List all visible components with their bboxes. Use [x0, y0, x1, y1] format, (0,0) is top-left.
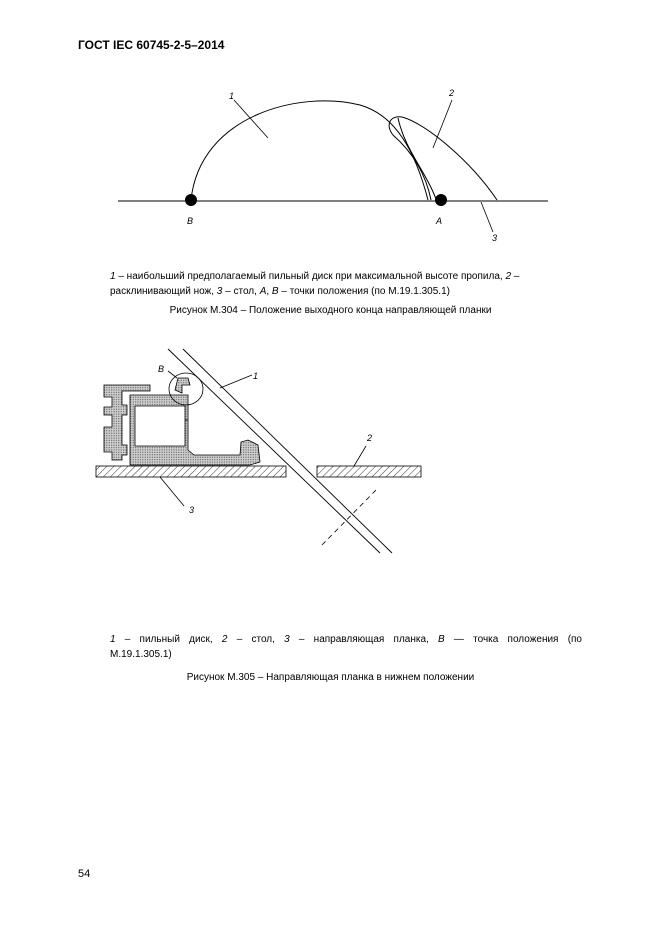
legend-letter: В [438, 634, 445, 645]
legend-num: 1 [110, 271, 116, 282]
label-2: 2 [367, 433, 373, 443]
figure2-title: Рисунок М.305 – Направляющая планка в нижнем положении [186, 672, 475, 683]
label-2: 2 [449, 88, 455, 98]
table-right [317, 466, 421, 477]
figure2-legend [110, 632, 582, 662]
legend-num: 1 [110, 634, 116, 645]
leader-1 [220, 375, 252, 388]
leader-2 [354, 446, 366, 466]
dashed-line [322, 488, 378, 545]
label-1: 1 [253, 371, 259, 381]
legend-text: – стол, [222, 286, 260, 297]
legend-text: – направляющая планка, [289, 634, 439, 645]
legend-letter: А [259, 286, 267, 297]
table-left [96, 466, 286, 477]
leader-3 [160, 477, 184, 506]
legend-text: – расклинивающий нож, [110, 271, 520, 297]
legend-num: 3 [284, 634, 290, 645]
label-3: 3 [492, 233, 498, 243]
legend-text: – наибольший предполагаемый пильный диск при максимальной высоте пропила, [115, 271, 506, 282]
label-1: 1 [229, 91, 235, 101]
legend-num: 3 [216, 286, 223, 297]
legend-num: 2 [221, 634, 228, 645]
legend-text: – пильный диск, [115, 634, 222, 645]
figure1-title: Рисунок М.304 – Положение выходного конца направляющей планки [169, 305, 492, 316]
legend-text: — точка положения (по М.19.1.305.1) [110, 634, 582, 660]
legend-letter: В [271, 286, 279, 297]
page-number: 54 [78, 868, 91, 880]
legend-text: – стол, [227, 634, 285, 645]
legend-text: – точки положения (по М.19.1.305.1) [278, 286, 450, 297]
leader-b [168, 371, 177, 378]
label-b: B [158, 364, 165, 374]
guide-profile [104, 378, 260, 465]
label-a: A [436, 216, 443, 226]
document-header: ГОСТ IEC 60745-2-5–2014 [78, 38, 225, 52]
label-b: B [187, 216, 194, 226]
legend-num: 2 [505, 271, 512, 282]
saw-blade-edge-2 [183, 349, 392, 553]
label-3: 3 [189, 505, 195, 515]
legend-text: , [266, 286, 272, 297]
